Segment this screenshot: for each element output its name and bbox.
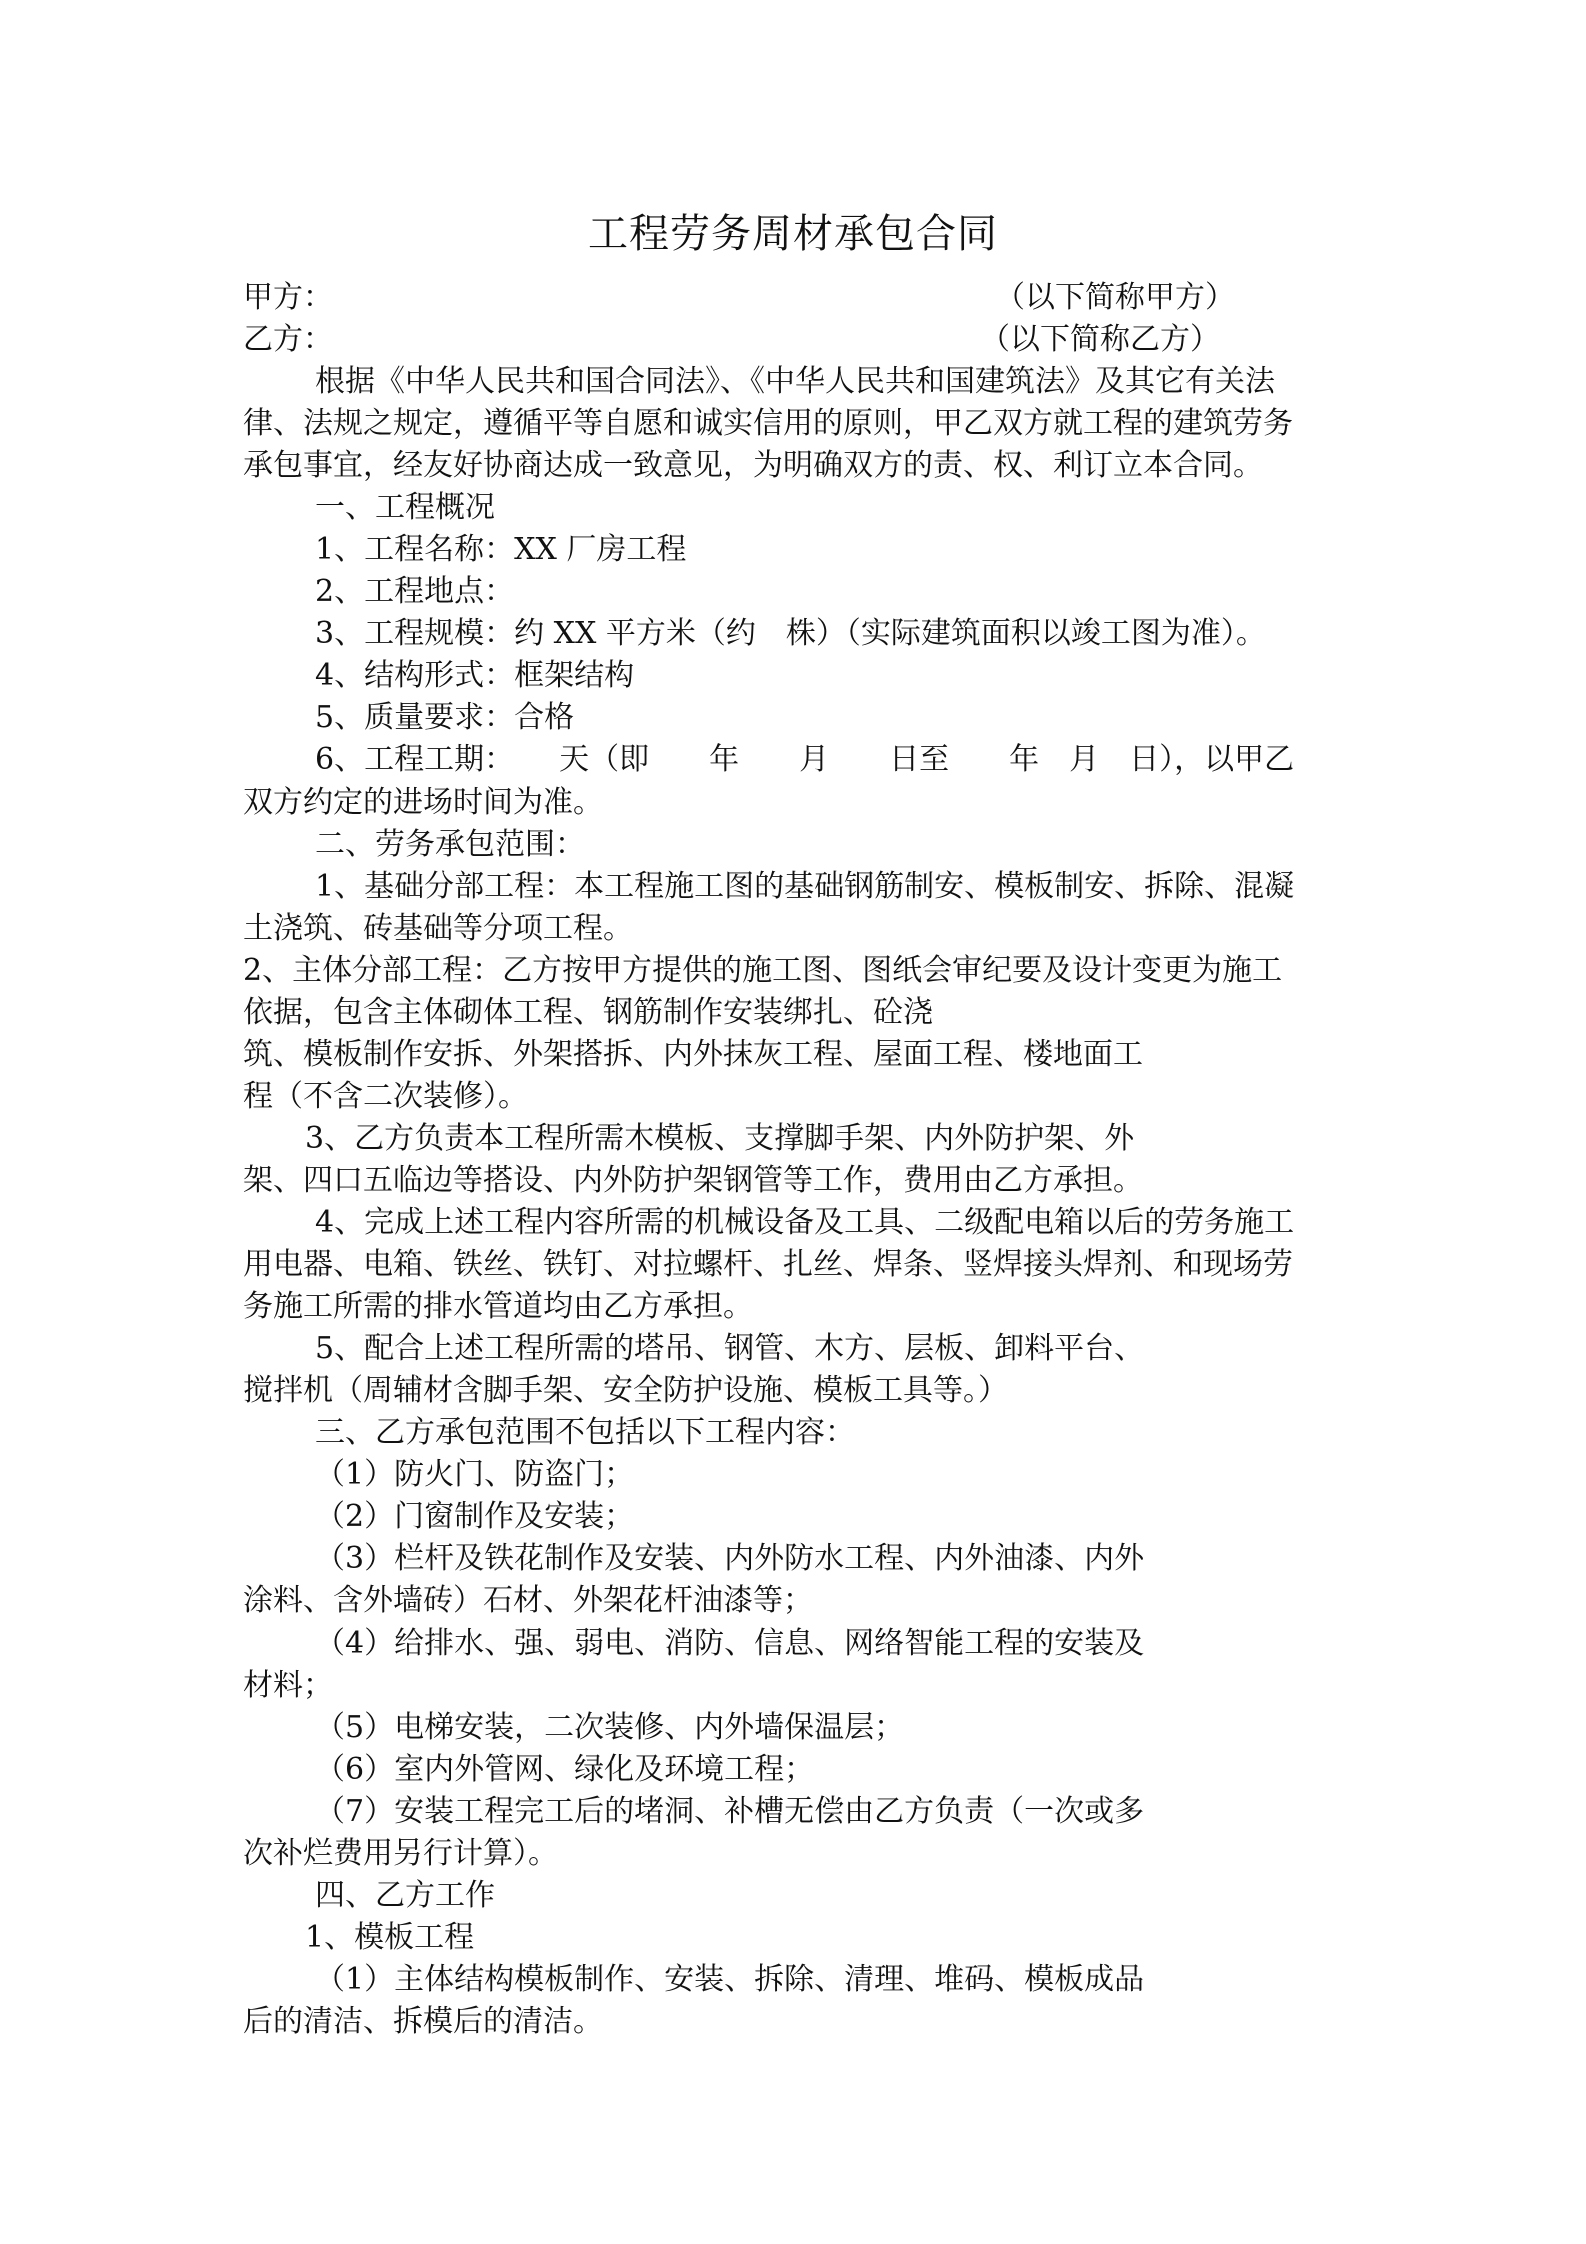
- party-b-note: （以下简称乙方）: [980, 322, 1220, 357]
- paragraph-line: 次补烂费用另行计算）。: [243, 1835, 558, 1871]
- paragraph-line: （1）主体结构模板制作、安装、拆除、清理、堆码、模板成品: [315, 1961, 1145, 1997]
- paragraph-line: 二、劳务承包范围：: [315, 826, 585, 862]
- paragraph-line: 三、乙方承包范围不包括以下工程内容：: [315, 1415, 855, 1451]
- paragraph-line: 依据，包含主体砌体工程、钢筋制作安装绑扎、砼浇: [243, 994, 933, 1030]
- paragraph-line: （5）电梯安装，二次装修、内外墙保温层；: [315, 1709, 905, 1745]
- paragraph-line: 搅拌机（周辅材含脚手架、安全防护设施、模板工具等。）: [243, 1373, 1008, 1409]
- paragraph-line: 双方约定的进场时间为准。: [243, 784, 603, 820]
- paragraph-line: 用电器、电箱、铁丝、铁钉、对拉螺杆、扎丝、焊条、竖焊接头焊剂、和现场劳: [243, 1247, 1293, 1283]
- party-a-label: 甲方：: [243, 280, 333, 315]
- paragraph-line: 涂料、含外墙砖）石材、外架花杆油漆等；: [243, 1583, 813, 1619]
- paragraph-line: （2）门窗制作及安装；: [315, 1499, 635, 1535]
- paragraph-line: 3、工程规模：约 XX 平方米（约 株）（实际建筑面积以竣工图为准）。: [315, 616, 1266, 652]
- paragraph-line: 1、基础分部工程：本工程施工图的基础钢筋制安、模板制安、拆除、混凝: [315, 868, 1295, 904]
- paragraph-line: （3）栏杆及铁花制作及安装、内外防水工程、内外油漆、内外: [315, 1541, 1145, 1577]
- party-b-label: 乙方：: [243, 322, 333, 357]
- paragraph-line: 5、质量要求：合格: [315, 700, 575, 736]
- document-title: 工程劳务周材承包合同: [588, 211, 998, 257]
- paragraph-line: （4）给排水、强、弱电、消防、信息、网络智能工程的安装及: [315, 1625, 1145, 1661]
- paragraph-line: 程（不含二次装修）。: [243, 1078, 528, 1114]
- paragraph-line: 3、乙方负责本工程所需木模板、支撑脚手架、内外防护架、外: [305, 1120, 1135, 1156]
- paragraph-line: 筑、模板制作安拆、外架搭拆、内外抹灰工程、屋面工程、楼地面工: [243, 1036, 1143, 1072]
- paragraph-line: 2、工程地点：: [315, 574, 515, 610]
- paragraph-line: 4、完成上述工程内容所需的机械设备及工具、二级配电箱以后的劳务施工: [315, 1205, 1295, 1240]
- paragraph-line: 5、配合上述工程所需的塔吊、钢管、木方、层板、卸料平台、: [315, 1331, 1145, 1367]
- paragraph-line: 承包事宜，经友好协商达成一致意见，为明确双方的责、权、利订立本合同。: [243, 448, 1263, 484]
- paragraph-line: 4、结构形式：框架结构: [315, 658, 635, 694]
- paragraph-line: 架、四口五临边等搭设、内外防护架钢管等工作，费用由乙方承担。: [243, 1162, 1143, 1198]
- paragraph-line: （7）安装工程完工后的堵洞、补槽无偿由乙方负责（一次或多: [315, 1793, 1145, 1829]
- paragraph-line: 1、工程名称：XX 厂房工程: [315, 532, 687, 568]
- party-a-note: （以下简称甲方）: [995, 280, 1235, 315]
- paragraph-line: 一、工程概况: [315, 490, 495, 526]
- paragraph-line: （1）防火门、防盗门；: [315, 1457, 635, 1493]
- paragraph-line: （6）室内外管网、绿化及环境工程；: [315, 1751, 815, 1787]
- paragraph-line: 2、主体分部工程：乙方按甲方提供的施工图、图纸会审纪要及设计变更为施工: [243, 952, 1283, 988]
- paragraph-line: 材料；: [243, 1667, 333, 1703]
- paragraph-line: 四、乙方工作: [315, 1877, 495, 1913]
- paragraph-line: 6、工程工期： 天（即 年 月 日至 年 月 日），以甲乙: [315, 742, 1295, 778]
- paragraph-line: 土浇筑、砖基础等分项工程。: [243, 910, 633, 946]
- paragraph-line: 后的清洁、拆模后的清洁。: [243, 2003, 603, 2039]
- paragraph-line: 务施工所需的排水管道均由乙方承担。: [243, 1289, 753, 1325]
- paragraph-line: 1、模板工程: [305, 1919, 475, 1955]
- paragraph-line: 律、法规之规定，遵循平等自愿和诚实信用的原则，甲乙双方就工程的建筑劳务: [243, 406, 1293, 442]
- paragraph-line: 根据《中华人民共和国合同法》、《中华人民共和国建筑法》及其它有关法: [315, 364, 1275, 399]
